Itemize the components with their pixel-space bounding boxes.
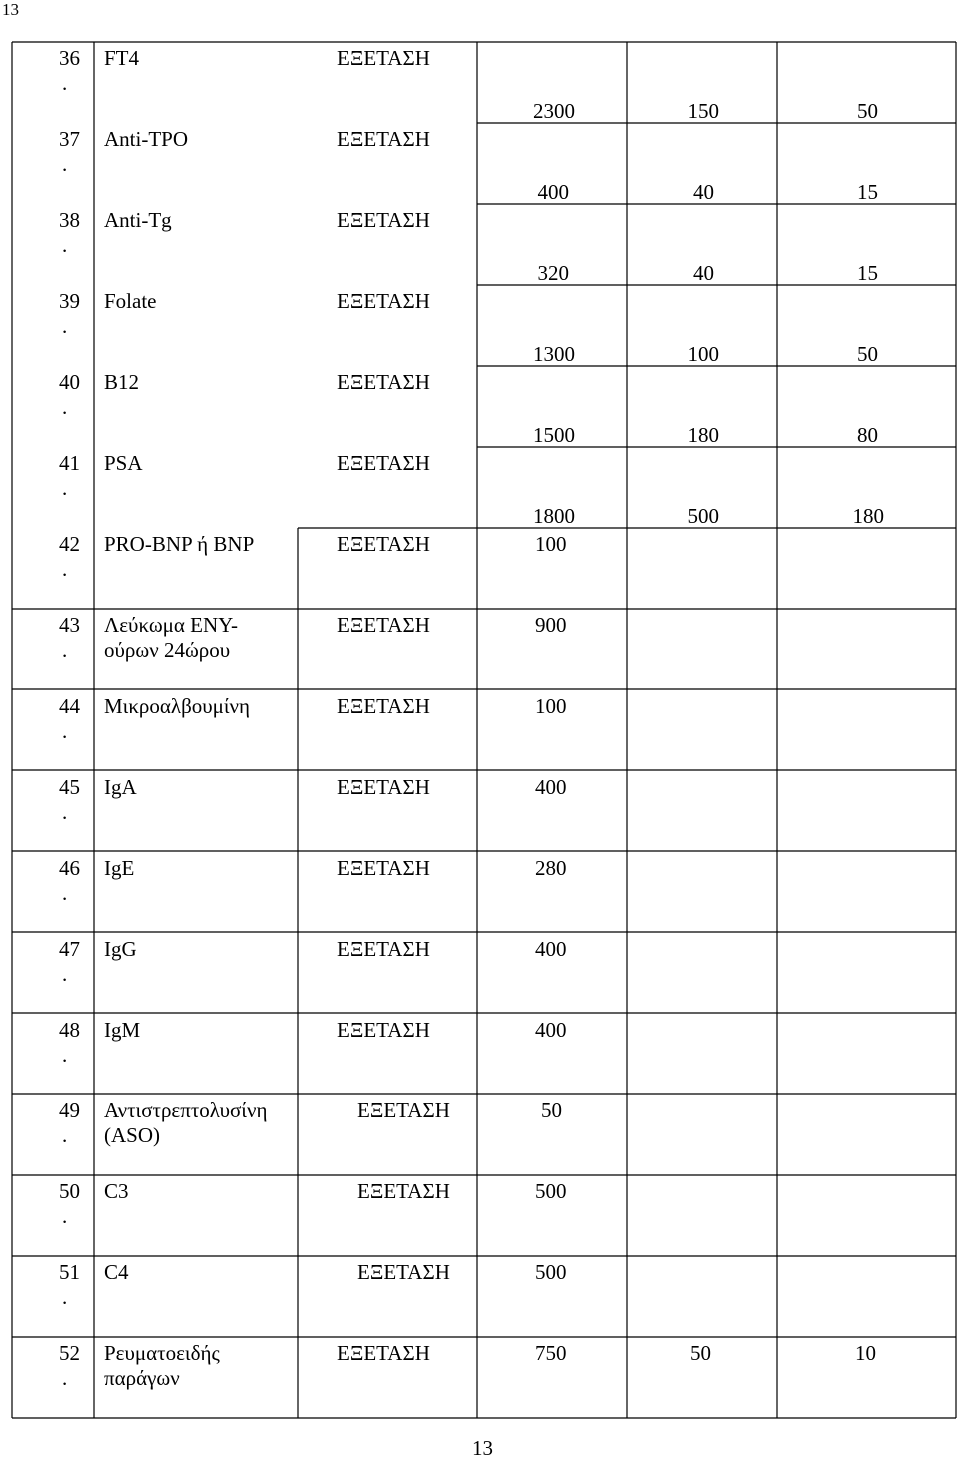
value-1: 500 (535, 1260, 567, 1284)
row-number: 43 (59, 613, 80, 637)
row-number: 39 (59, 289, 80, 313)
test-name: C3 (104, 1179, 129, 1203)
row-number-dot: . (62, 1204, 68, 1228)
exam-label: ΕΞΕΤΑΣΗ (337, 289, 430, 313)
value-2: 100 (687, 342, 719, 366)
value-1: 500 (535, 1179, 567, 1203)
row-number: 46 (59, 856, 80, 880)
value-1: 400 (535, 1018, 567, 1042)
row-number-dot: . (62, 233, 68, 257)
exam-label: ΕΞΕΤΑΣΗ (337, 937, 430, 961)
row-number: 52 (59, 1341, 80, 1365)
exam-label: ΕΞΕΤΑΣΗ (337, 694, 430, 718)
test-name: Anti-TPO (104, 127, 188, 151)
row-number-dot: . (62, 1366, 68, 1390)
exam-label: ΕΞΕΤΑΣΗ (337, 613, 430, 637)
test-name: IgE (104, 856, 135, 880)
exam-label: ΕΞΕΤΑΣΗ (337, 208, 430, 232)
row-number-dot: . (62, 395, 68, 419)
row-number-dot: . (62, 314, 68, 338)
exam-label: ΕΞΕΤΑΣΗ (337, 127, 430, 151)
row-number: 47 (59, 937, 80, 961)
page-number-bottom: 13 (472, 1436, 493, 1460)
test-name-line-2: (ASO) (104, 1123, 160, 1147)
value-3: 80 (857, 423, 878, 447)
value-1: 320 (537, 261, 569, 285)
value-3: 10 (855, 1341, 876, 1365)
row-number-dot: . (62, 476, 68, 500)
row-number: 51 (59, 1260, 80, 1284)
row-number: 48 (59, 1018, 80, 1042)
exam-label: ΕΞΕΤΑΣΗ (337, 46, 430, 70)
value-1: 1300 (533, 342, 575, 366)
value-2: 40 (693, 180, 714, 204)
test-name: IgA (104, 775, 137, 799)
row-number-dot: . (62, 152, 68, 176)
test-name: Folate (104, 289, 157, 313)
test-name: Μικροαλβουμίνη (104, 694, 251, 718)
row-number-dot: . (62, 557, 68, 581)
value-lower: 100 (535, 532, 567, 556)
exam-label: ΕΞΕΤΑΣΗ (357, 1179, 450, 1203)
value-1: 50 (541, 1098, 562, 1122)
row-number: 50 (59, 1179, 80, 1203)
value-2: 40 (693, 261, 714, 285)
test-name-line-2: παράγων (104, 1366, 180, 1390)
row-number-dot: . (62, 71, 68, 95)
page-number-top: 13 (2, 0, 19, 19)
value-2: 50 (690, 1341, 711, 1365)
value-2: 500 (687, 504, 719, 528)
exam-label: ΕΞΕΤΑΣΗ (337, 451, 430, 475)
exam-label: ΕΞΕΤΑΣΗ (337, 856, 430, 880)
exam-label: ΕΞΕΤΑΣΗ (357, 1260, 450, 1284)
test-name: PSA (104, 451, 143, 475)
row-number: 36 (59, 46, 80, 70)
row-number: 44 (59, 694, 80, 718)
value-1: 900 (535, 613, 567, 637)
exam-label: ΕΞΕΤΑΣΗ (357, 1098, 450, 1122)
value-1: 1800 (533, 504, 575, 528)
row-number-dot: . (62, 800, 68, 824)
value-1: 400 (535, 775, 567, 799)
row-number-dot: . (62, 1043, 68, 1067)
test-name: Anti-Tg (104, 208, 172, 232)
value-1: 400 (535, 937, 567, 961)
test-name-line-2: ούρων 24ώρου (104, 638, 231, 662)
exam-label: ΕΞΕΤΑΣΗ (337, 370, 430, 394)
value-1: 2300 (533, 99, 575, 123)
value-1: 400 (537, 180, 569, 204)
test-name: Ρευματοειδής (104, 1341, 220, 1365)
test-name: FT4 (104, 46, 140, 70)
row-number: 49 (59, 1098, 80, 1122)
exam-label: ΕΞΕΤΑΣΗ (337, 775, 430, 799)
test-name: Λεύκωμα ΕΝΥ- (104, 613, 239, 637)
row-number-dot: . (62, 962, 68, 986)
row-number: 41 (59, 451, 80, 475)
row-number: 38 (59, 208, 80, 232)
row-number: 45 (59, 775, 80, 799)
value-2: 150 (687, 99, 719, 123)
row-number: 40 (59, 370, 80, 394)
exam-label: ΕΞΕΤΑΣΗ (337, 1341, 430, 1365)
value-1: 1500 (533, 423, 575, 447)
value-3: 180 (852, 504, 884, 528)
row-number-dot: . (62, 881, 68, 905)
test-name: C4 (104, 1260, 129, 1284)
exam-label: ΕΞΕΤΑΣΗ (337, 532, 430, 556)
value-1: 750 (535, 1341, 567, 1365)
row-number: 42 (59, 532, 80, 556)
row-number-dot: . (62, 1123, 68, 1147)
value-3: 50 (857, 342, 878, 366)
row-number-dot: . (62, 719, 68, 743)
test-name: IgG (104, 937, 137, 961)
value-1: 280 (535, 856, 567, 880)
row-number-dot: . (62, 1285, 68, 1309)
test-name: Αντιστρεπτολυσίνη (104, 1098, 268, 1122)
value-3: 50 (857, 99, 878, 123)
value-3: 15 (857, 261, 878, 285)
exam-label: ΕΞΕΤΑΣΗ (337, 1018, 430, 1042)
test-name: PRO-BNP ή BNP (104, 532, 255, 556)
value-3: 15 (857, 180, 878, 204)
test-name: B12 (104, 370, 140, 394)
row-number-dot: . (62, 638, 68, 662)
value-1: 100 (535, 694, 567, 718)
value-2: 180 (687, 423, 719, 447)
test-name: IgM (104, 1018, 141, 1042)
row-number: 37 (59, 127, 80, 151)
